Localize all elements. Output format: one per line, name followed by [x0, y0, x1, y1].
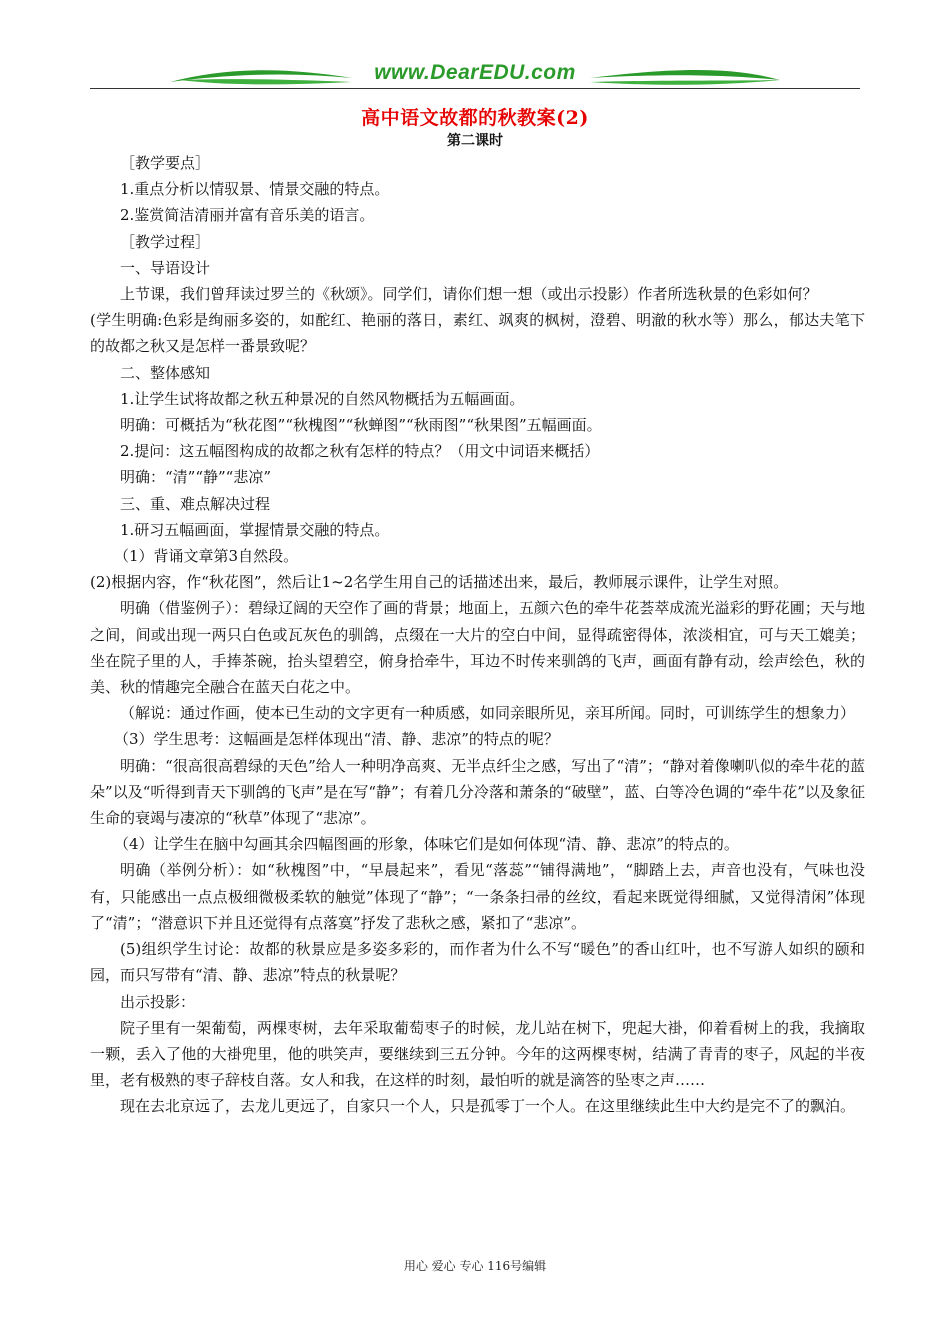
site-name: www.DearEDU.com — [374, 61, 576, 84]
paragraph: 明确：可概括为“秋花图”“秋槐图”“秋蝉图”“秋雨图”“秋果图”五幅画面。 — [120, 416, 602, 435]
quoted-passage: 院子里有一架葡萄，两棵枣树，去年采取葡萄枣子的时候，龙儿站在树下，兜起大褂，仰着看树上的我，我摘取一颗，丢入了他的大褂兜里，他的哄笑声，要继续到三五分钟。今年的这两棵枣树，结满了青青的枣子，风起的半夜里，老有极熟的枣子辞枝自落。女人和我，在这样的时刻，最怕听的就是滴答的坠枣之声…… — [90, 1018, 865, 1090]
paragraph: 明确：“很高很高碧绿的天色”给人一种明净高爽、无半点纤尘之感，写出了“清”；“静对着像喇叭似的牵牛花的蓝朵”以及“听得到青天下驯鸽的飞声”是在写“静”；有着几分冷落和萧条的“破壁”，蓝、白等冷色调的“牵牛花”以及象征生命的衰竭与凄凉的“秋草”体现了“悲凉”。 — [90, 756, 865, 828]
paragraph: （3）学生思考：这幅画是怎样体现出“清、静、悲凉”的特点的呢？ — [114, 730, 559, 749]
paragraph: （4）让学生在脑中勾画其余四幅图画的形象，体味它们是如何体现“清、静、悲凉”的特点的。 — [114, 835, 739, 854]
section-heading: 一、导语设计 — [120, 258, 211, 277]
section-heading: 二、整体感知 — [120, 363, 211, 382]
document-title: 高中语文故都的秋教案(2) — [361, 107, 589, 129]
list-item: 2.鉴赏简洁清丽并富有音乐美的语言。 — [120, 206, 375, 225]
document-subtitle: 第二课时 — [447, 133, 503, 149]
document-body — [90, 150, 865, 1120]
paragraph: 上节课，我们曾拜读过罗兰的《秋颂》。同学们，请你们想一想（或出示投影）作者所选秋景的色彩如何？ — [120, 285, 818, 304]
paragraph: (2)根据内容，作“秋花图”，然后让1~2名学生用自己的话描述出来，最后，教师展示课件，让学生对照。 — [90, 573, 789, 592]
page-footer: 用心 爱心 专心 116号编辑 — [403, 1259, 547, 1273]
paragraph: 1.研习五幅画面，掌握情景交融的特点。 — [120, 520, 390, 539]
section-heading: ［教学过程］ — [120, 232, 211, 251]
header-rule — [90, 88, 860, 89]
paragraph: 1.让学生试将故都之秋五种景况的自然风物概括为五幅画面。 — [120, 389, 525, 408]
paragraph: （1）背诵文章第3自然段。 — [114, 547, 299, 566]
paragraph: （解说：通过作画，使本已生动的文字更有一种质感，如同亲眼所见，亲耳所闻。同时，可训练学生的想象力） — [120, 704, 856, 723]
paragraph: 2.提问：这五幅图构成的故都之秋有怎样的特点？（用文中词语来概括） — [120, 442, 600, 461]
paragraph: 明确（借鉴例子）：碧绿辽阔的天空作了画的背景；地面上，五颜六色的牵牛花荟萃成流光溢彩的野花圃；天与地之间，间或出现一两只白色或瓦灰色的驯鸽，点缀在一大片的空白中间，显得疏密得体，浓淡相宜，可与天工媲美；坐在院子里的人，手捧茶碗，抬头望碧空，俯身拾牵牛，耳边不时传来驯鸽的飞声，画面有静有动，绘声绘色，秋的美、秋的情趣完全融合在蓝天白花之中。 — [90, 599, 865, 697]
paragraph: 明确（举例分析）：如“秋槐图”中，“早晨起来”，看见“落蕊”“铺得满地”，“脚踏上去，声音也没有，气味也没有，只能感出一点点极细微极柔软的触觉”体现了“静”；“一条条扫帚的丝纹，看起来既觉得细腻，又觉得清闲”体现了“清”；“潜意识下并且还觉得有点落寞”抒发了悲秋之感，紧扣了“悲凉”。 — [90, 861, 865, 932]
paragraph: 出示投影： — [120, 992, 196, 1011]
section-heading: 三、重、难点解决过程 — [120, 494, 271, 513]
section-heading: ［教学要点］ — [120, 154, 211, 172]
list-item: 1.重点分析以情驭景、情景交融的特点。 — [120, 180, 390, 199]
paragraph: (5)组织学生讨论：故都的秋景应是多姿多彩的，而作者为什么不写“暖色”的香山红叶，也不写游人如织的颐和园，而只写带有“清、静、悲凉”特点的秋景呢？ — [90, 940, 865, 985]
quoted-passage: 现在去北京远了，去龙儿更远了，自家只一个人，只是孤零丁一个人。在这里继续此生中大约是完不了的飘泊。 — [120, 1097, 856, 1116]
paragraph: 明确：“清”“静”“悲凉” — [120, 468, 272, 487]
paragraph: (学生明确:色彩是绚丽多姿的，如酡红、艳丽的落日，素红、飒爽的枫树，澄碧、明澈的秋水等）那么，郁达夫笔下的故都之秋又是怎样一番景致呢？ — [90, 311, 865, 356]
